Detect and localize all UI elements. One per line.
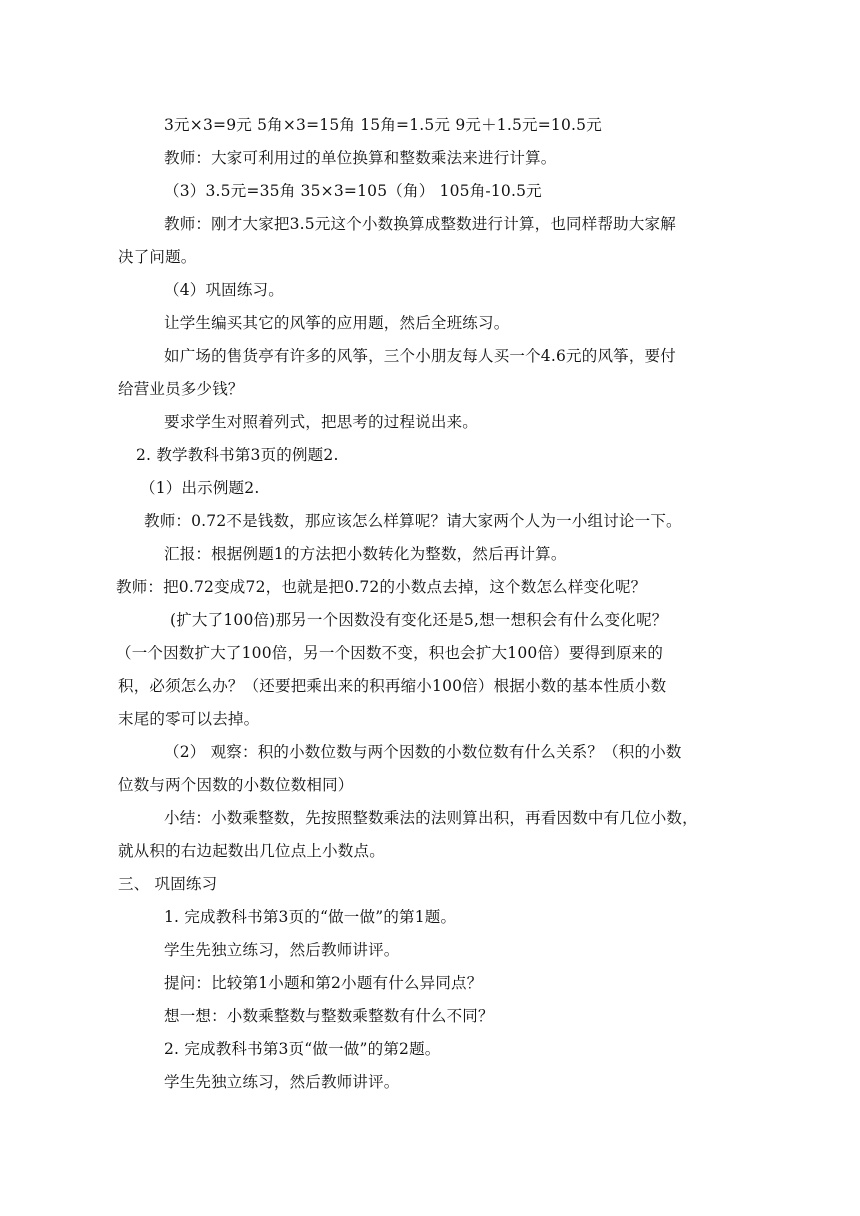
text-line-5: 决了问题。 bbox=[118, 248, 197, 266]
text-line-1: 3元×3=9元 5角×3=15角 15角=1.5元 9元＋1.5元=10.5元 bbox=[164, 116, 602, 134]
text-line-19: 末尾的零可以去掉。 bbox=[118, 710, 260, 728]
text-line-18: 积，必须怎么办？（还要把乘出来的积再缩小100倍）根据小数的基本性质小数 bbox=[118, 677, 667, 695]
text-line-22: 小结：小数乘整数，先按照整数乘法的法则算出积，再看因数中有几位小数， bbox=[164, 809, 698, 827]
text-line-20: （2） 观察：积的小数位数与两个因数的小数位数有什么关系？（积的小数 bbox=[164, 743, 682, 761]
text-line-11: 2. 教学教科书第3页的例题2. bbox=[136, 446, 339, 464]
section-heading: 三、 巩固练习 bbox=[118, 875, 218, 893]
text-line-9: 给营业员多少钱？ bbox=[118, 380, 244, 398]
text-line-10: 要求学生对照着列式，把思考的过程说出来。 bbox=[164, 413, 479, 431]
text-line-25: 1. 完成教科书第3页的“做一做”的第1题。 bbox=[164, 908, 457, 926]
text-line-16: (扩大了100倍)那另一个因数没有变化还是5,想一想积会有什么变化呢？ bbox=[170, 611, 668, 629]
text-line-23: 就从积的右边起数出几位点上小数点。 bbox=[118, 842, 385, 860]
text-line-30: 学生先独立练习，然后教师讲评。 bbox=[164, 1073, 400, 1091]
text-line-6: （4）巩固练习。 bbox=[164, 281, 284, 299]
text-line-27: 提问：比较第1小题和第2小题有什么异同点？ bbox=[164, 974, 483, 992]
text-line-13: 教师：0.72不是钱数，那应该怎么样算呢？请大家两个人为一小组讨论一下。 bbox=[144, 512, 682, 530]
text-line-3: （3）3.5元=35角 35×3=105（角） 105角-10.5元 bbox=[164, 182, 542, 200]
text-line-4: 教师：刚才大家把3.5元这个小数换算成整数进行计算，也同样帮助大家解 bbox=[164, 215, 676, 233]
text-line-2: 教师：大家可利用过的单位换算和整数乘法来进行计算。 bbox=[164, 149, 557, 167]
text-line-12: （1）出示例题2. bbox=[140, 479, 260, 497]
text-line-29: 2. 完成教科书第3页“做一做”的第2题。 bbox=[164, 1040, 441, 1058]
text-line-7: 让学生编买其它的风筝的应用题，然后全班练习。 bbox=[164, 314, 510, 332]
text-line-8: 如广场的售货亭有许多的风筝，三个小朋友每人买一个4.6元的风筝，要付 bbox=[164, 347, 676, 365]
text-line-15: 教师：把0.72变成72，也就是把0.72的小数点去掉，这个数怎么样变化呢？ bbox=[116, 578, 647, 596]
text-line-26: 学生先独立练习，然后教师讲评。 bbox=[164, 941, 400, 959]
text-line-21: 位数与两个因数的小数位数相同） bbox=[118, 776, 354, 794]
text-line-17: （一个因数扩大了100倍，另一个因数不变，积也会扩大100倍）要得到原来的 bbox=[116, 644, 664, 662]
text-line-14: 汇报：根据例题1的方法把小数转化为整数，然后再计算。 bbox=[164, 545, 567, 563]
text-line-28: 想一想：小数乘整数与整数乘整数有什么不同？ bbox=[164, 1007, 494, 1025]
